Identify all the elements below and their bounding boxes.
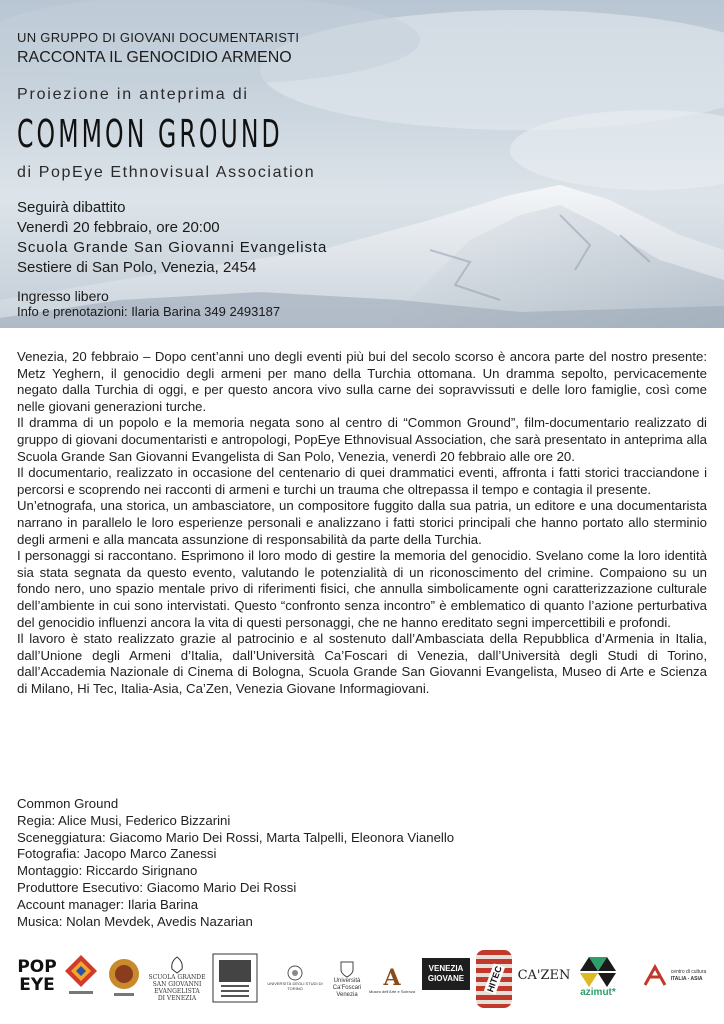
- cazen-logo: CA'ZEN: [517, 967, 571, 983]
- hitec-logo: HITEC: [476, 950, 512, 1008]
- embassy-emblem-icon: [62, 950, 100, 1000]
- cafoscari-logo: Università Ca'Foscari Venezia: [328, 950, 366, 1008]
- popeye-logo: POP EYE: [17, 957, 57, 995]
- credit-line: Produttore Esecutivo: Giacomo Mario Dei Rossi: [17, 879, 297, 895]
- header-line-1: UN GRUPPO DI GIOVANI DOCUMENTARISTI: [17, 30, 300, 45]
- event-address: Sestiere di San Polo, Venezia, 2454: [17, 259, 257, 276]
- preview-label: Proiezione in anteprima di: [17, 86, 249, 103]
- event-date: Venerdì 20 febbraio, ore 20:00: [17, 219, 220, 236]
- entry-note: Ingresso libero: [17, 288, 109, 304]
- credit-line: Musica: Nolan Mevdek, Avedis Nazarian: [17, 913, 253, 929]
- museo-letter-icon: A: [383, 964, 401, 991]
- crest-icon: [339, 960, 355, 978]
- event-venue: Scuola Grande San Giovanni Evangelista: [17, 239, 328, 256]
- article-paragraph: Venezia, 20 febbraio – Dopo cent’anni uno degli eventi più bui del secolo scorso è ancora parte del nostro presente: Metz Yeghern, il genocidio degli armeni per mano della Turchia ottomana. Un dramma sepolto, pervicacemente negato dalla Turchia di oggi, e per questo ancora vivo sulla carne dei sopravvissuti e delle loro famiglie, così come nelle giovani generazioni turche.: [17, 349, 707, 414]
- scuola-grande-logo: SCUOLA GRANDE SAN GIOVANNI EVANGELISTA DI VENEZIA: [146, 950, 208, 1008]
- seal-icon: [287, 965, 303, 981]
- article-body: [17, 349, 707, 697]
- article-paragraph: Il dramma di un popolo e la memoria negata sono al centro di “Common Ground”, film-documentario realizzato di gruppo di giovani documentaristi e antropologi, PopEye Ethnovisual Association, che sarà presentato in anteprima alla Scuola Grande San Giovanni Evangelista di San Polo, Venezia, venerdì 20 febbraio alle ore 20.: [17, 415, 707, 464]
- azimut-triangles-icon: [580, 957, 616, 987]
- article-paragraph: Il lavoro è stato realizzato grazie al patrocinio e al sostenuto dall’Ambasciata della Repubblica d’Armenia in Italia, dall’Unione degli Armeni d’Italia, dall’Università Ca’Foscari di Venezia, dall’Università degli Studi di Torino, dall’Accademia Nazionale di Cinema di Bologna, Scuola Grande San Giovanni Evangelista, Museo di Arte e Scienza di Milano, Hi Tec, Italia-Asia, Ca’Zen, Venezia Giovane Informagiovani.: [17, 631, 707, 696]
- event-details: [17, 198, 327, 278]
- credit-line: Account manager: Ilaria Barina: [17, 896, 199, 912]
- film-author: di PopEye Ethnovisual Association: [17, 164, 316, 181]
- museo-arte-scienza-logo: A Museo dell'Arte e Scienza: [368, 964, 416, 994]
- credits-title: Common Ground: [17, 796, 119, 811]
- film-credits: [17, 796, 454, 930]
- eagle-icon: [168, 956, 186, 974]
- header-banner: [0, 0, 724, 328]
- header-line-2: RACCONTA IL GENOCIDIO ARMENO: [17, 49, 292, 66]
- venezia-giovane-logo: VENEZIA GIOVANE: [422, 958, 470, 990]
- italia-asia-logo: centro di cultura ITALIA - ASIA: [632, 958, 716, 994]
- sponsor-logos: [0, 944, 724, 1014]
- credit-line: Montaggio: Riccardo Sirignano: [17, 863, 198, 879]
- torino-university-logo: UNIVERSITÀ DEGLI STUDI DI TORINO: [264, 958, 326, 998]
- credit-line: Regia: Alice Musi, Federico Bizzarini: [17, 812, 231, 828]
- debate-note: Seguirà dibattito: [17, 199, 126, 216]
- film-title: COMMON GROUND: [17, 112, 283, 156]
- bologna-academy-logo-icon: [210, 950, 260, 1006]
- article-paragraph: Il documentario, realizzato in occasione del centenario di quei drammatici eventi, affronta i fatti storici tracciandone i percorsi e scoprendo nei racconti di armeni e turchi un trauma che oltrepassa il tempo e contagia il presente.: [17, 465, 707, 497]
- armenian-union-emblem-icon: [104, 952, 144, 1002]
- italia-asia-mark-icon: [642, 963, 668, 989]
- credit-line: Sceneggiatura: Giacomo Mario Dei Rossi, Marta Talpelli, Eleonora Vianello: [17, 829, 455, 845]
- article-paragraph: I personaggi si raccontano. Esprimono il loro modo di gestire la memoria del genocidio. Svelano come la loro identità sia stata segnata da questo evento, valutando le potenzialità di un riconoscimento del crimine. Compaiono su un fondo nero, uno spazio mentale privo di riferimenti fisici, che annulla simbolicamente ogni caratterizzazione culturale dell’ambiente in cui sono intervistati. Questo “confronto senza incontro” è emblematico di quanto l’azione perturbativa del genocidio influenzi ancora la vita di questi personaggi, che ne hanno ereditato segni impercettibili e profondi.: [17, 548, 707, 630]
- credit-line: Fotografia: Jacopo Marco Zanessi: [17, 846, 217, 862]
- booking-info: Info e prenotazioni: Ilaria Barina 349 2493187: [17, 304, 281, 319]
- article-paragraph: Un’etnografa, una storica, un ambasciatore, un compositore fuggito dalla sua patria, un editore e una documentarista narrano in parallelo le loro esperienze personali e analizzano i fatti storici principali che hanno portato allo sterminio degli armeni e alla mancata assunzione di responsabilità da parte della Turchia.: [17, 498, 707, 547]
- azimut-logo: azimut*: [576, 950, 620, 1004]
